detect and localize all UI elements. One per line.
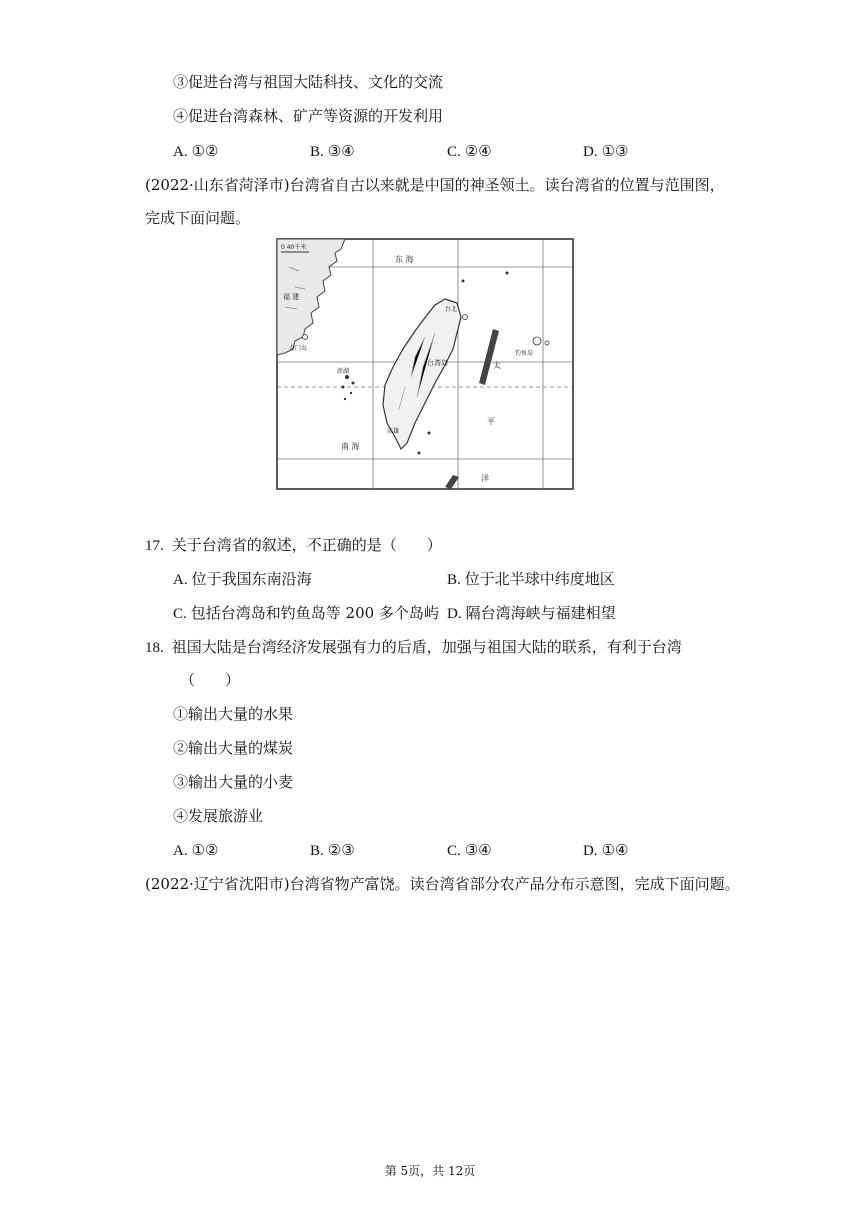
label-fujian: 福 建	[283, 293, 300, 301]
q17-stem	[145, 535, 442, 556]
q18-option-d[interactable]	[583, 840, 629, 861]
option-text: 包括台湾岛和钓鱼岛等 200 多个岛屿	[190, 604, 439, 622]
label-pacific-2: 平	[487, 417, 495, 426]
option-letter: D.	[583, 843, 598, 859]
option-letter: C.	[447, 144, 461, 160]
q18-stem	[145, 637, 682, 658]
prev-option-b[interactable]	[310, 141, 355, 162]
option-letter: C.	[447, 843, 461, 859]
q18-item-4: ④发展旅游业	[173, 807, 264, 825]
q18-item-3: ③输出大量的小麦	[173, 773, 294, 791]
prev-option-c[interactable]	[447, 141, 492, 162]
label-east-china-sea: 东 海	[395, 255, 414, 264]
q17-option-d[interactable]	[447, 603, 616, 624]
q18-option-a[interactable]	[173, 840, 219, 861]
option-text: ③④	[464, 841, 492, 859]
q18-item-2: ②输出大量的煤炭	[173, 739, 294, 757]
intro1-line2: 完成下面问题。	[145, 209, 251, 227]
q18-option-c[interactable]	[447, 840, 492, 861]
prev-item-3: ③促进台湾与祖国大陆科技、文化的交流	[173, 73, 444, 91]
page-footer: 第 5页，共 12页	[384, 1164, 476, 1178]
prev-option-d[interactable]	[583, 141, 629, 162]
option-text: 位于我国东南沿海	[191, 570, 312, 588]
q17-option-a[interactable]	[173, 569, 312, 590]
prev-item-4: ④促进台湾森林、矿产等资源的开发利用	[173, 107, 444, 125]
intro1-line1: (2022·山东省菏泽市)台湾省自古以来就是中国的神圣领土。读台湾省的位置与范围图，	[145, 176, 725, 194]
label-taiwan-island: 台湾岛	[427, 359, 448, 367]
option-letter: C.	[173, 606, 187, 622]
option-letter: A.	[173, 572, 188, 588]
option-text: ②④	[464, 142, 492, 160]
q18-text: 祖国大陆是台湾经济发展强有力的后盾，加强与祖国大陆的联系，有利于台湾	[171, 638, 682, 656]
q17-text: 关于台湾省的叙述，不正确的是（ ）	[171, 536, 442, 554]
option-text: ②③	[327, 841, 355, 859]
option-letter: D.	[447, 606, 462, 622]
taiwan-location-map	[275, 237, 575, 491]
label-scale: 0 40千米	[281, 244, 307, 251]
label-south-china-sea: 南 海	[341, 442, 360, 451]
label-jinmen: 金门岛	[289, 345, 308, 352]
option-text: ①③	[601, 142, 629, 160]
option-letter: A.	[173, 843, 188, 859]
option-letter: B.	[310, 144, 324, 160]
option-text: 位于北半球中纬度地区	[464, 570, 615, 588]
option-text: ①②	[191, 841, 219, 859]
label-penghu: 澎湖	[337, 368, 350, 375]
option-text: ①②	[191, 142, 219, 160]
option-letter: B.	[310, 843, 324, 859]
label-pacific-3: 洋	[481, 474, 489, 483]
q17-option-c[interactable]	[173, 603, 439, 624]
q18-item-1: ①输出大量的水果	[173, 705, 294, 723]
q18-blank: （ ）	[180, 671, 241, 689]
option-text: 隔台湾海峡与福建相望	[465, 604, 616, 622]
option-text: ①④	[601, 841, 629, 859]
option-letter: D.	[583, 144, 598, 160]
q17-number: 17.	[145, 538, 164, 554]
option-letter: B.	[447, 572, 461, 588]
prev-option-a[interactable]	[173, 141, 219, 162]
label-taipei: 台北	[445, 306, 458, 313]
label-gaoxiong: 高雄	[387, 428, 400, 435]
label-diaoyu: 钓鱼岛	[515, 350, 534, 357]
option-text: ③④	[327, 142, 355, 160]
q18-number: 18.	[145, 640, 164, 656]
label-pacific: 太	[493, 361, 501, 370]
intro2-line1: (2022·辽宁省沈阳市)台湾省物产富饶。读台湾省部分农产品分布示意图，完成下面问题。	[145, 875, 740, 893]
q18-option-b[interactable]	[310, 840, 355, 861]
option-letter: A.	[173, 144, 188, 160]
q17-option-b[interactable]	[447, 569, 615, 590]
